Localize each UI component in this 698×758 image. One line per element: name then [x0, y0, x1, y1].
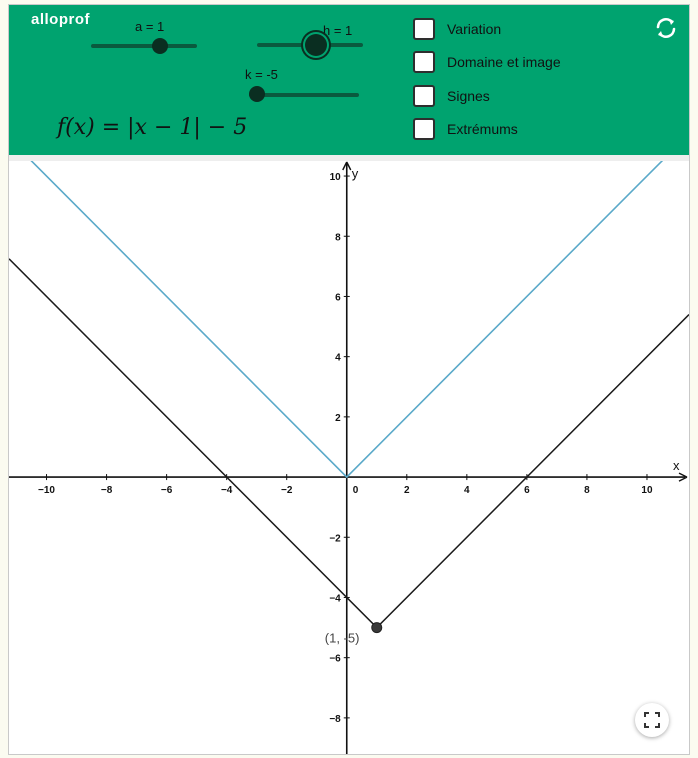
x-tick-label: 6 — [524, 485, 530, 497]
x-tick-label: 4 — [464, 485, 470, 497]
checkbox-extremums-box[interactable] — [413, 118, 435, 140]
slider-h-knob[interactable] — [305, 34, 327, 56]
y-tick-label: −4 — [329, 593, 341, 605]
y-tick-label: 6 — [335, 292, 341, 304]
checkbox-signs-label: Signes — [447, 88, 490, 104]
slider-a-label: a = 1 — [135, 19, 165, 34]
checkbox-signs-box[interactable] — [413, 85, 435, 107]
fullscreen-icon — [644, 712, 660, 728]
x-tick-label: 8 — [584, 485, 590, 497]
origin-label: 0 — [352, 485, 359, 497]
reset-button[interactable] — [653, 15, 679, 41]
vertex-label: (1, -5) — [324, 630, 360, 646]
checkbox-domain-image-box[interactable] — [413, 51, 435, 73]
y-tick-label: −6 — [329, 653, 341, 665]
slider-k-track[interactable] — [249, 93, 359, 97]
control-panel — [9, 5, 689, 155]
graph-view[interactable] — [9, 161, 689, 754]
transformed-function-curve — [9, 259, 689, 628]
slider-a-knob[interactable] — [152, 38, 168, 54]
function-formula: f(x) = |x − 1| − 5 — [57, 115, 248, 140]
fullscreen-button[interactable] — [635, 703, 669, 737]
y-tick-label: −2 — [329, 533, 341, 545]
slider-k-label: k = -5 — [245, 67, 278, 82]
checkbox-variation-box[interactable] — [413, 18, 435, 40]
checkbox-extremums[interactable] — [413, 116, 673, 142]
x-tick-label: −6 — [160, 485, 173, 497]
slider-h[interactable] — [255, 19, 375, 59]
x-tick-label: −8 — [100, 485, 113, 497]
x-tick-label: −4 — [220, 485, 233, 497]
y-tick-label: 2 — [335, 412, 341, 424]
checkbox-domain-image[interactable] — [413, 49, 673, 75]
base-function-curve — [9, 161, 689, 477]
x-tick-label: −10 — [38, 485, 56, 497]
y-axis-label: y — [351, 166, 359, 181]
slider-h-label: h = 1 — [323, 23, 353, 38]
slider-k-knob[interactable] — [249, 86, 265, 102]
slider-a[interactable] — [89, 17, 199, 57]
vertex-point[interactable] — [372, 623, 382, 633]
x-tick-label: 2 — [404, 485, 410, 497]
checkbox-signs[interactable] — [413, 83, 673, 109]
reset-icon — [653, 15, 679, 41]
checkbox-extremums-label: Extrémums — [447, 121, 518, 137]
slider-k[interactable] — [245, 65, 365, 105]
x-tick-label: −2 — [281, 485, 293, 497]
y-tick-label: 4 — [335, 352, 341, 364]
slider-a-track[interactable] — [91, 44, 197, 48]
checkbox-variation[interactable] — [413, 16, 673, 42]
geogebra-applet — [8, 4, 690, 755]
alloprof-logo: alloprof — [31, 11, 90, 28]
y-tick-label: 10 — [329, 172, 341, 184]
checkbox-domain-image-label: Domaine et image — [447, 54, 561, 70]
x-tick-label: 10 — [641, 485, 653, 497]
checkbox-variation-label: Variation — [447, 21, 502, 37]
y-tick-label: −8 — [329, 713, 341, 725]
x-axis-label: x — [673, 458, 680, 474]
y-tick-label: 8 — [335, 232, 341, 244]
